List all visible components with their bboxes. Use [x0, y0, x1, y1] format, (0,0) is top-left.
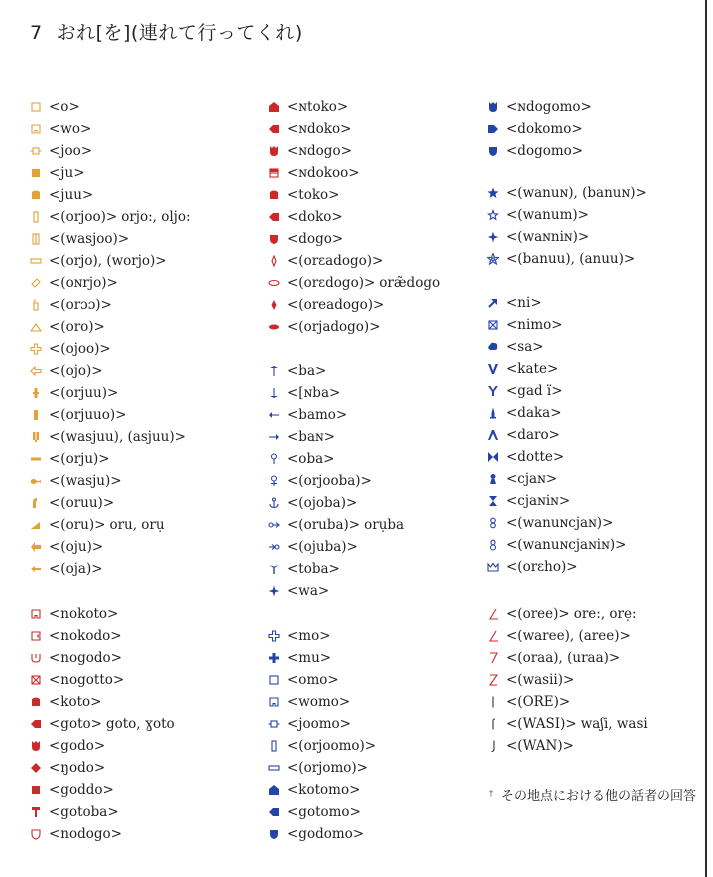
- entry-label: <(orɛdogo)>: [287, 275, 376, 291]
- entry-label: <(orjadogo)>: [287, 319, 381, 335]
- entry-label: <(wanum)>: [506, 207, 589, 223]
- legend-entry: [30, 604, 118, 624]
- legend-entry: [30, 692, 101, 712]
- seven-stroke-icon: [487, 652, 499, 664]
- entry-label: <womo>: [287, 694, 351, 710]
- square-with-bars-icon: [268, 718, 280, 730]
- arrow-up-right-icon: [487, 297, 499, 309]
- shield-outline-icon: [30, 828, 42, 840]
- arrow-left-icon: [268, 409, 280, 421]
- filled-house-icon: [268, 784, 280, 796]
- legend-entry: [268, 692, 350, 712]
- entry-label: <(oro)>: [49, 319, 105, 335]
- legend-entry: [30, 736, 105, 756]
- square-outline-icon: [30, 101, 42, 113]
- square-with-bars-icon: [30, 145, 42, 157]
- small-star-icon: [487, 209, 499, 221]
- double-tall-rect-icon: [30, 233, 42, 245]
- legend-entry: [487, 604, 637, 624]
- legend-entry: [30, 802, 119, 822]
- entry-phonetic: ore:, orẹ:: [573, 606, 637, 622]
- entry-label: <(oru)>: [49, 517, 106, 533]
- footnote-mark: †: [489, 789, 493, 798]
- legend-entry: [268, 559, 340, 579]
- entry-label: <dogo>: [287, 231, 344, 247]
- entry-label: <(orjoo)>: [49, 209, 118, 225]
- entry-label: <(orjo), (worjo)>: [49, 253, 167, 269]
- footnote: [489, 784, 696, 807]
- legend-entry: [487, 648, 620, 668]
- entry-label: <(oruba)>: [287, 517, 361, 533]
- legend-entry: [487, 535, 626, 555]
- entry-label: <baɴ>: [287, 429, 336, 445]
- entry-label: <ɴdokoo>: [287, 165, 360, 181]
- entry-label: <(waɴniɴ)>: [506, 229, 590, 245]
- entry-label: <nogodo>: [49, 650, 122, 666]
- ellipse-outline-icon: [268, 277, 280, 289]
- legend-entry: [268, 758, 368, 778]
- entry-label: <ba>: [287, 363, 327, 379]
- legend-entry: [268, 295, 384, 315]
- legend-entry: [268, 714, 351, 734]
- legend-entry: [487, 183, 647, 203]
- entry-label: <(wanuɴ), (banuɴ)>: [506, 185, 647, 201]
- legend-entry: [268, 273, 440, 293]
- crown-outline-icon: [487, 561, 499, 573]
- legend-entry: [268, 97, 348, 117]
- legend-entry: [268, 141, 352, 161]
- legend-entry: [487, 249, 635, 269]
- entry-label: <(orjoomo)>: [287, 738, 377, 754]
- entry-label: <nodogo>: [49, 826, 122, 842]
- entry-label: <joo>: [49, 143, 93, 159]
- legend-entry: [268, 581, 329, 601]
- legend-entry: [268, 802, 361, 822]
- diagonal-rect-icon: [30, 277, 42, 289]
- legend-entry: [30, 670, 124, 690]
- entry-phonetic: waʃi, wasi: [580, 716, 648, 732]
- legend-entry: [487, 692, 570, 712]
- legend-entry: [30, 758, 105, 778]
- y-arrow-icon: [268, 563, 280, 575]
- legend-entry: [487, 337, 544, 357]
- legend-entry: [30, 515, 165, 535]
- legend-entry: [30, 471, 122, 491]
- entry-label: <(orjomo)>: [287, 760, 368, 776]
- filled-wave-bar-icon: [30, 475, 42, 487]
- hook-bar-icon: [487, 718, 499, 730]
- entry-label: <godomo>: [287, 826, 365, 842]
- legend-entry: [30, 361, 103, 381]
- filled-cup-icon: [30, 740, 42, 752]
- legend-entry: [487, 557, 578, 577]
- entry-label: <(WAN)>: [506, 738, 574, 754]
- entry-label: <(orɛadogo)>: [287, 253, 384, 269]
- entry-label: <doko>: [287, 209, 343, 225]
- legend-entry: [268, 670, 339, 690]
- legend-entry: [268, 449, 334, 469]
- legend-entry: [30, 383, 118, 403]
- notched-square-icon: [30, 123, 42, 135]
- filled-diamond-icon: [30, 762, 42, 774]
- notched-square-icon: [268, 696, 280, 708]
- legend-entry: [30, 449, 110, 469]
- entry-label: <mo>: [287, 628, 331, 644]
- right-notched-square-icon: [30, 630, 42, 642]
- entry-label: <(wasjoo)>: [49, 231, 130, 247]
- legend-entry: [30, 626, 122, 646]
- entry-label: <(orju)>: [49, 451, 110, 467]
- filled-plus-icon: [268, 652, 280, 664]
- entry-label: <[ɴba>: [287, 385, 341, 401]
- lambda-icon: [487, 429, 499, 441]
- cross-outline-icon: [30, 343, 42, 355]
- entry-label: <nokoto>: [49, 606, 119, 622]
- entry-label: <(oja)>: [49, 561, 103, 577]
- outline-triangle-icon: [30, 321, 42, 333]
- page-number: 7: [30, 22, 43, 44]
- legend-entry: [487, 293, 542, 313]
- legend-entry: [30, 317, 105, 337]
- t-arrow-up-icon: [268, 365, 280, 377]
- title-text: おれ[を](連れて行ってくれ): [56, 22, 303, 44]
- filled-notched-square-icon: [30, 189, 42, 201]
- entry-label: <toko>: [287, 187, 340, 203]
- legend-entry: [268, 736, 376, 756]
- entry-label: <gad ï>: [506, 383, 563, 399]
- legend-entry: [487, 513, 613, 533]
- legend-entry: [268, 185, 339, 205]
- t-arrow-down-icon: [268, 387, 280, 399]
- legend-entry: [268, 515, 404, 535]
- circle-arrow-right-icon: [268, 519, 280, 531]
- legend-entry: [30, 163, 85, 183]
- entry-label: <gotoba>: [49, 804, 119, 820]
- legend-entry: [30, 427, 186, 447]
- crossed-square-icon: [30, 674, 42, 686]
- entry-label: <ɴtoko>: [287, 99, 349, 115]
- legend-entry: [487, 141, 583, 161]
- entry-label: <cjaɴiɴ>: [506, 493, 571, 509]
- page-title: [30, 18, 303, 45]
- square-outline-icon: [268, 674, 280, 686]
- filled-triangle-icon: [30, 519, 42, 531]
- legend-entry: [487, 315, 563, 335]
- legend-entry: [30, 251, 167, 271]
- outline-arrow-icon: [30, 365, 42, 377]
- page-edge-line: [705, 0, 707, 877]
- legend-entry: [487, 119, 583, 139]
- legend-entry: [268, 229, 343, 249]
- entry-label: <goddo>: [49, 782, 114, 798]
- legend-entry: [268, 163, 360, 183]
- legend-entry: [268, 405, 347, 425]
- legend-entry: [30, 207, 191, 227]
- filled-shield-icon: [268, 233, 280, 245]
- legend-entry: [268, 383, 340, 403]
- legend-entry: [30, 295, 112, 315]
- legend-entry: [268, 537, 358, 557]
- circle-pin-icon: [268, 453, 280, 465]
- entry-label: <ɴdogomo>: [506, 99, 592, 115]
- legend-entry: [268, 493, 357, 513]
- filled-shield-icon: [268, 828, 280, 840]
- footnote-text: その地点における他の話者の回答: [501, 789, 697, 804]
- hourglass-icon: [487, 495, 499, 507]
- entry-label: <kotomo>: [287, 782, 361, 798]
- entry-phonetic: orjo:, oljo:: [121, 209, 191, 225]
- legend-entry: [268, 626, 331, 646]
- entry-label: <ɴdoko>: [287, 121, 352, 137]
- legend-entry: [487, 447, 564, 467]
- filled-hook-icon: [30, 497, 42, 509]
- entry-label: <(orjuu)>: [49, 385, 119, 401]
- filled-square-icon: [30, 167, 42, 179]
- filled-square-icon: [30, 784, 42, 796]
- entry-label: <(oɴrjo)>: [49, 275, 118, 291]
- filled-shield-icon: [487, 145, 499, 157]
- filled-notched-square-icon: [268, 189, 280, 201]
- entry-label: <oba>: [287, 451, 335, 467]
- entry-phonetic: orụba: [364, 517, 405, 533]
- entry-label: <(orɛho)>: [506, 559, 578, 575]
- circle-pin-bar-icon: [268, 475, 280, 487]
- legend-entry: [268, 207, 343, 227]
- filled-arrow-right-icon: [487, 123, 499, 135]
- outline-star-icon: [487, 253, 499, 265]
- filled-arrow-left-icon: [268, 123, 280, 135]
- filled-arrow-left-icon: [268, 211, 280, 223]
- entry-label: <toba>: [287, 561, 340, 577]
- filled-horizontal-bar-icon: [30, 453, 42, 465]
- legend-entry: [30, 493, 114, 513]
- four-point-star-icon: [487, 231, 499, 243]
- entry-label: <(wasju)>: [49, 473, 122, 489]
- legend-entry: [30, 141, 92, 161]
- entry-label: <daka>: [506, 405, 562, 421]
- entry-label: <(oju)>: [49, 539, 104, 555]
- entry-label: <o>: [49, 99, 80, 115]
- legend-entry: [268, 824, 364, 844]
- legend-entry: [487, 403, 562, 423]
- thin-arrow-icon: [30, 563, 42, 575]
- filled-cup-icon: [487, 101, 499, 113]
- legend-entry: [268, 471, 372, 491]
- entry-label: <ɴdogo>: [287, 143, 352, 159]
- entry-label: <(oruu)>: [49, 495, 115, 511]
- slash-angle-icon: [487, 630, 499, 642]
- j-bar-icon: [487, 740, 499, 752]
- entry-phonetic: oræ̃dogo: [379, 275, 441, 291]
- entry-label: <(ORE)>: [506, 694, 571, 710]
- legend-entry: [487, 425, 560, 445]
- spire-icon: [487, 407, 499, 419]
- entry-label: <(ojoo)>: [49, 341, 111, 357]
- legend-entry: [268, 251, 383, 271]
- entry-label: <ŋodo>: [49, 760, 106, 776]
- legend-entry: [30, 537, 103, 557]
- entry-label: <(WASI)>: [506, 716, 577, 732]
- legend-entry: [487, 736, 574, 756]
- entry-label: <dotte>: [506, 449, 565, 465]
- entry-label: <(ojuba)>: [287, 539, 358, 555]
- filled-ellipse-icon: [268, 321, 280, 333]
- vertical-bar-icon: [487, 696, 499, 708]
- entry-label: <mu>: [287, 650, 332, 666]
- legend-entry: [268, 648, 331, 668]
- entry-label: <(orjuuo)>: [49, 407, 127, 423]
- entry-phonetic: oru, orụ: [109, 517, 165, 533]
- legend-entry: [30, 648, 122, 668]
- y-letter-icon: [487, 385, 499, 397]
- arrow-right-icon: [268, 431, 280, 443]
- entry-label: <joomo>: [287, 716, 351, 732]
- legend-entry: [487, 227, 589, 247]
- legend-entry: [30, 559, 103, 579]
- legend-entry: [30, 714, 175, 734]
- double-ring-icon: [487, 539, 499, 551]
- split-tall-icon: [30, 431, 42, 443]
- filled-tall-bar-icon: [30, 387, 42, 399]
- cup-outline-icon: [30, 652, 42, 664]
- entry-label: <daro>: [506, 427, 560, 443]
- entry-label: <goto>: [49, 716, 102, 732]
- thin-diamond-icon: [268, 255, 280, 267]
- filled-arrow-icon: [30, 541, 42, 553]
- entry-label: <(oraa), (uraa)>: [506, 650, 621, 666]
- filled-arrow-left-icon: [268, 806, 280, 818]
- cloud-icon: [487, 341, 499, 353]
- entry-label: <wo>: [49, 121, 92, 137]
- entry-label: <(banuu), (anuu)>: [506, 251, 636, 267]
- legend-entry: [30, 780, 114, 800]
- pawn-icon: [487, 473, 499, 485]
- legend-entry: [268, 427, 335, 447]
- entry-label: <sa>: [506, 339, 544, 355]
- legend-entry: [30, 97, 80, 117]
- legend-entry: [268, 317, 381, 337]
- entry-label: <ni>: [506, 295, 542, 311]
- crossed-square-icon: [487, 319, 499, 331]
- entry-label: <(wasii)>: [506, 672, 575, 688]
- cross-outline-icon: [268, 630, 280, 642]
- entry-label: <nimo>: [506, 317, 563, 333]
- bowtie-icon: [487, 451, 499, 463]
- entry-label: <(wanuɴcjaɴ)>: [506, 515, 614, 531]
- legend-entry: [487, 626, 631, 646]
- legend-entry: [30, 405, 126, 425]
- legend-entry: [30, 824, 122, 844]
- legend-entry: [30, 339, 111, 359]
- entry-label: <koto>: [49, 694, 102, 710]
- slash-angle-icon: [487, 608, 499, 620]
- legend-entry: [487, 714, 648, 734]
- z-stroke-icon: [487, 674, 499, 686]
- entry-label: <juu>: [49, 187, 94, 203]
- legend-entry: [30, 273, 118, 293]
- tall-outline-rect-icon: [30, 211, 42, 223]
- filled-star-icon: [487, 187, 499, 199]
- legend-entry: [268, 780, 360, 800]
- four-point-star-icon: [268, 585, 280, 597]
- legend-entry: [487, 97, 592, 117]
- horizontal-outline-rect-icon: [30, 255, 42, 267]
- filled-tall-rect-icon: [30, 409, 42, 421]
- legend-entry: [487, 381, 563, 401]
- pin-icon: [30, 806, 42, 818]
- entry-label: <ju>: [49, 165, 85, 181]
- legend-entry: [487, 359, 558, 379]
- hooked-rect-icon: [30, 299, 42, 311]
- entry-label: <(ojoba)>: [287, 495, 358, 511]
- legend-entry: [268, 361, 326, 381]
- legend-entry: [487, 205, 589, 225]
- entry-label: <dokomo>: [506, 121, 583, 137]
- tall-outline-rect-icon: [268, 740, 280, 752]
- entry-label: <dogomo>: [506, 143, 584, 159]
- entry-label: <(wanuɴcjaɴiɴ)>: [506, 537, 627, 553]
- legend-entry: [487, 491, 570, 511]
- entry-label: <godo>: [49, 738, 106, 754]
- legend-entry: [30, 185, 93, 205]
- filled-arrow-left-icon: [30, 718, 42, 730]
- filled-notched-square-icon: [30, 696, 42, 708]
- entry-label: <omo>: [287, 672, 339, 688]
- entry-label: <(oree)>: [506, 606, 570, 622]
- legend-entry: [268, 119, 351, 139]
- filled-thin-diamond-icon: [268, 299, 280, 311]
- legend-entry: [487, 670, 574, 690]
- entry-label: <(oreadogo)>: [287, 297, 385, 313]
- entry-label: <(orɔɔ)>: [49, 297, 112, 313]
- entry-label: <(wasjuu), (asjuu)>: [49, 429, 186, 445]
- legend-entry: [30, 229, 129, 249]
- entry-label: <nogotto>: [49, 672, 125, 688]
- entry-label: <(waree), (aree)>: [506, 628, 631, 644]
- entry-label: <cjaɴ>: [506, 471, 558, 487]
- figure-eight-icon: [487, 517, 499, 529]
- entry-label: <nokodo>: [49, 628, 122, 644]
- anchor-icon: [268, 497, 280, 509]
- entry-label: <(orjooba)>: [287, 473, 372, 489]
- entry-phonetic: goto, ɣoto: [105, 716, 175, 732]
- entry-label: <gotomo>: [287, 804, 361, 820]
- entry-label: <bamo>: [287, 407, 348, 423]
- v-letter-icon: [487, 363, 499, 375]
- notched-square-icon: [30, 608, 42, 620]
- filled-cup-icon: [268, 145, 280, 157]
- arrow-circle-icon: [268, 541, 280, 553]
- entry-label: <wa>: [287, 583, 330, 599]
- filled-house-icon: [268, 101, 280, 113]
- entry-label: <kate>: [506, 361, 559, 377]
- horizontal-outline-rect-icon: [268, 762, 280, 774]
- legend-entry: [30, 119, 91, 139]
- legend-entry: [487, 469, 557, 489]
- split-square-icon: [268, 167, 280, 179]
- entry-label: <(ojo)>: [49, 363, 103, 379]
